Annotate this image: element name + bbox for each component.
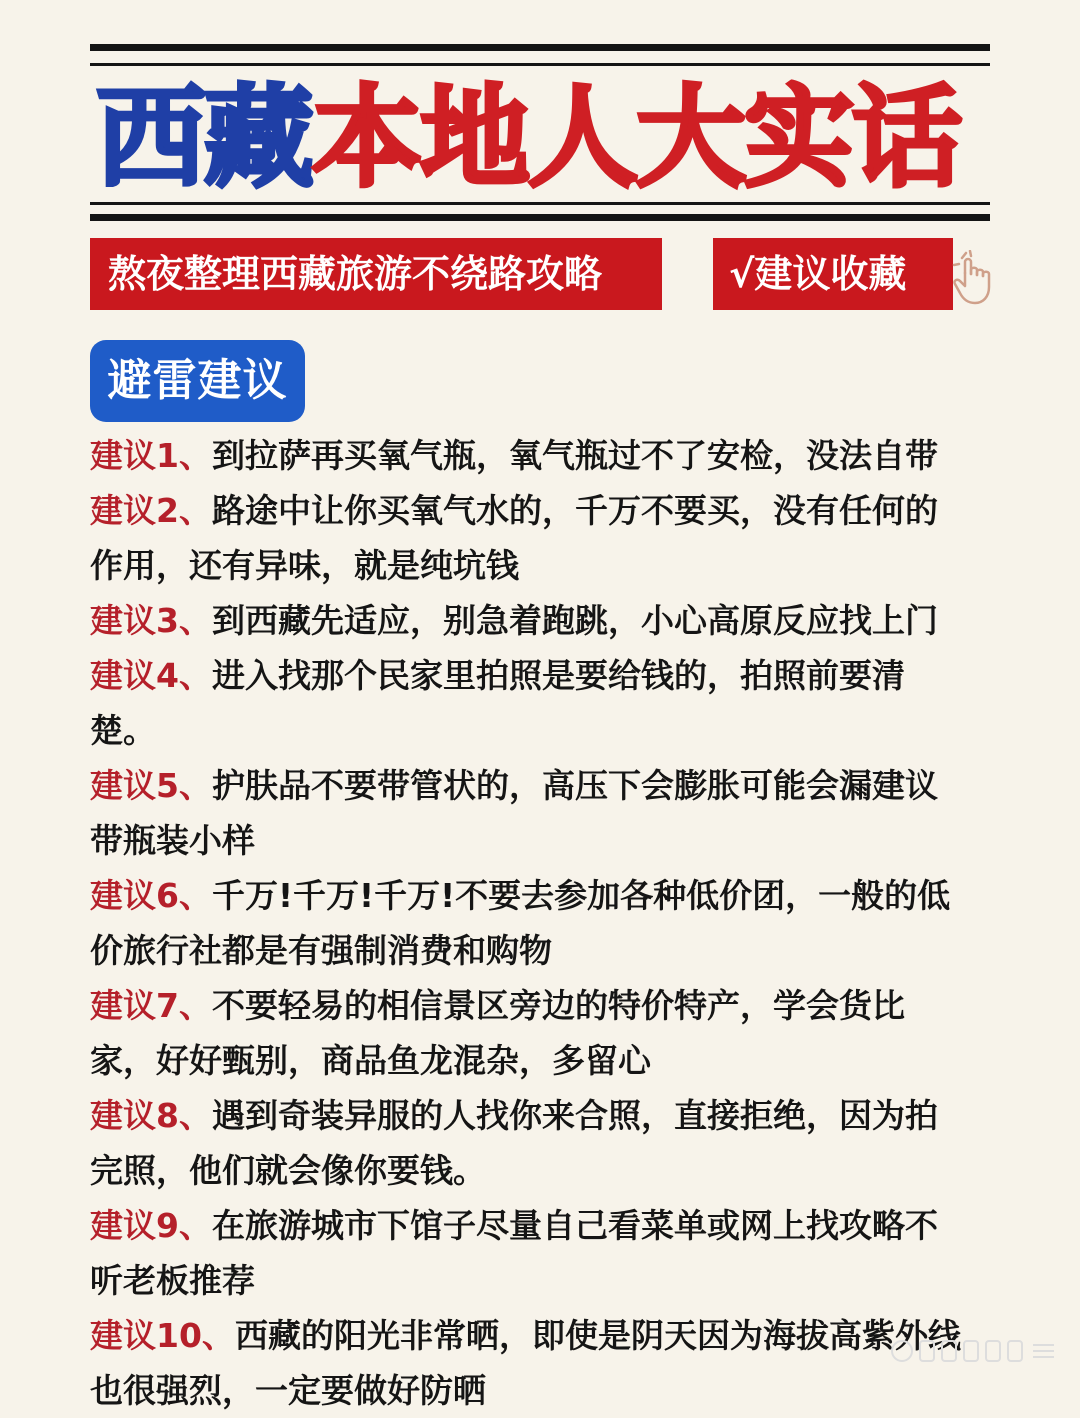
title-blue-text: 西藏 [96, 74, 312, 202]
tip-label: 建议5、 [90, 766, 212, 805]
list-item [90, 428, 965, 483]
list-item [90, 978, 965, 1088]
tip-label: 建议1、 [90, 436, 212, 475]
tip-text: 遇到奇装异服的人找你来合照，直接拒绝，因为拍完照，他们就会像你要钱。 [90, 1096, 938, 1190]
section-title: 避雷建议 [90, 340, 305, 422]
list-item [90, 1198, 965, 1308]
tip-label: 建议10、 [90, 1316, 235, 1355]
bottom-rule-thin [90, 202, 990, 205]
tip-text: 千万!千万!千万!不要去参加各种低价团，一般的低价旅行社都是有强制消费和购物 [90, 876, 951, 970]
tip-label: 建议2、 [90, 491, 212, 530]
list-item [90, 758, 965, 868]
bottom-rule-thick [90, 214, 990, 221]
top-rule-thick [90, 44, 990, 51]
title-red-text: 本地人大实话 [312, 74, 960, 202]
top-rule-thin [90, 63, 990, 66]
tip-label: 建议6、 [90, 876, 212, 915]
save-suggestion-tag: √建议收藏 [713, 238, 953, 310]
tips-list [90, 428, 965, 1418]
tip-text: 进入找那个民家里拍照是要给钱的，拍照前要清楚。 [90, 656, 905, 750]
tip-text: 路途中让你买氧气水的，千万不要买，没有任何的作用，还有异味，就是纯坑钱 [90, 491, 938, 585]
tip-label: 建议8、 [90, 1096, 212, 1135]
tip-label: 建议7、 [90, 986, 212, 1025]
list-item [90, 1088, 965, 1198]
tip-label: 建议4、 [90, 656, 212, 695]
tip-text: 护肤品不要带管状的，高压下会膨胀可能会漏建议带瓶装小样 [90, 766, 938, 860]
list-item [90, 868, 965, 978]
watermark-icon [888, 1336, 1058, 1366]
pointing-hand-icon [950, 250, 998, 308]
list-item [90, 593, 965, 648]
page-title [96, 74, 986, 202]
tip-text: 到西藏先适应，别急着跑跳，小心高原反应找上门 [211, 601, 938, 640]
subtitle-tag: 熬夜整理西藏旅游不绕路攻略 [90, 238, 662, 310]
tip-text: 到拉萨再买氧气瓶，氧气瓶过不了安检，没法自带 [211, 436, 938, 475]
list-item [90, 1308, 965, 1418]
list-item [90, 483, 965, 593]
tip-label: 建议9、 [90, 1206, 212, 1245]
tip-text: 西藏的阳光非常晒，即使是阴天因为海拔高紫外线也很强烈，一定要做好防晒 [90, 1316, 961, 1410]
tip-text: 不要轻易的相信景区旁边的特价特产，学会货比家，好好甄别，商品鱼龙混杂，多留心 [90, 986, 905, 1080]
tip-label: 建议3、 [90, 601, 212, 640]
tip-text: 在旅游城市下馆子尽量自己看菜单或网上找攻略不听老板推荐 [90, 1206, 938, 1300]
list-item [90, 648, 965, 758]
